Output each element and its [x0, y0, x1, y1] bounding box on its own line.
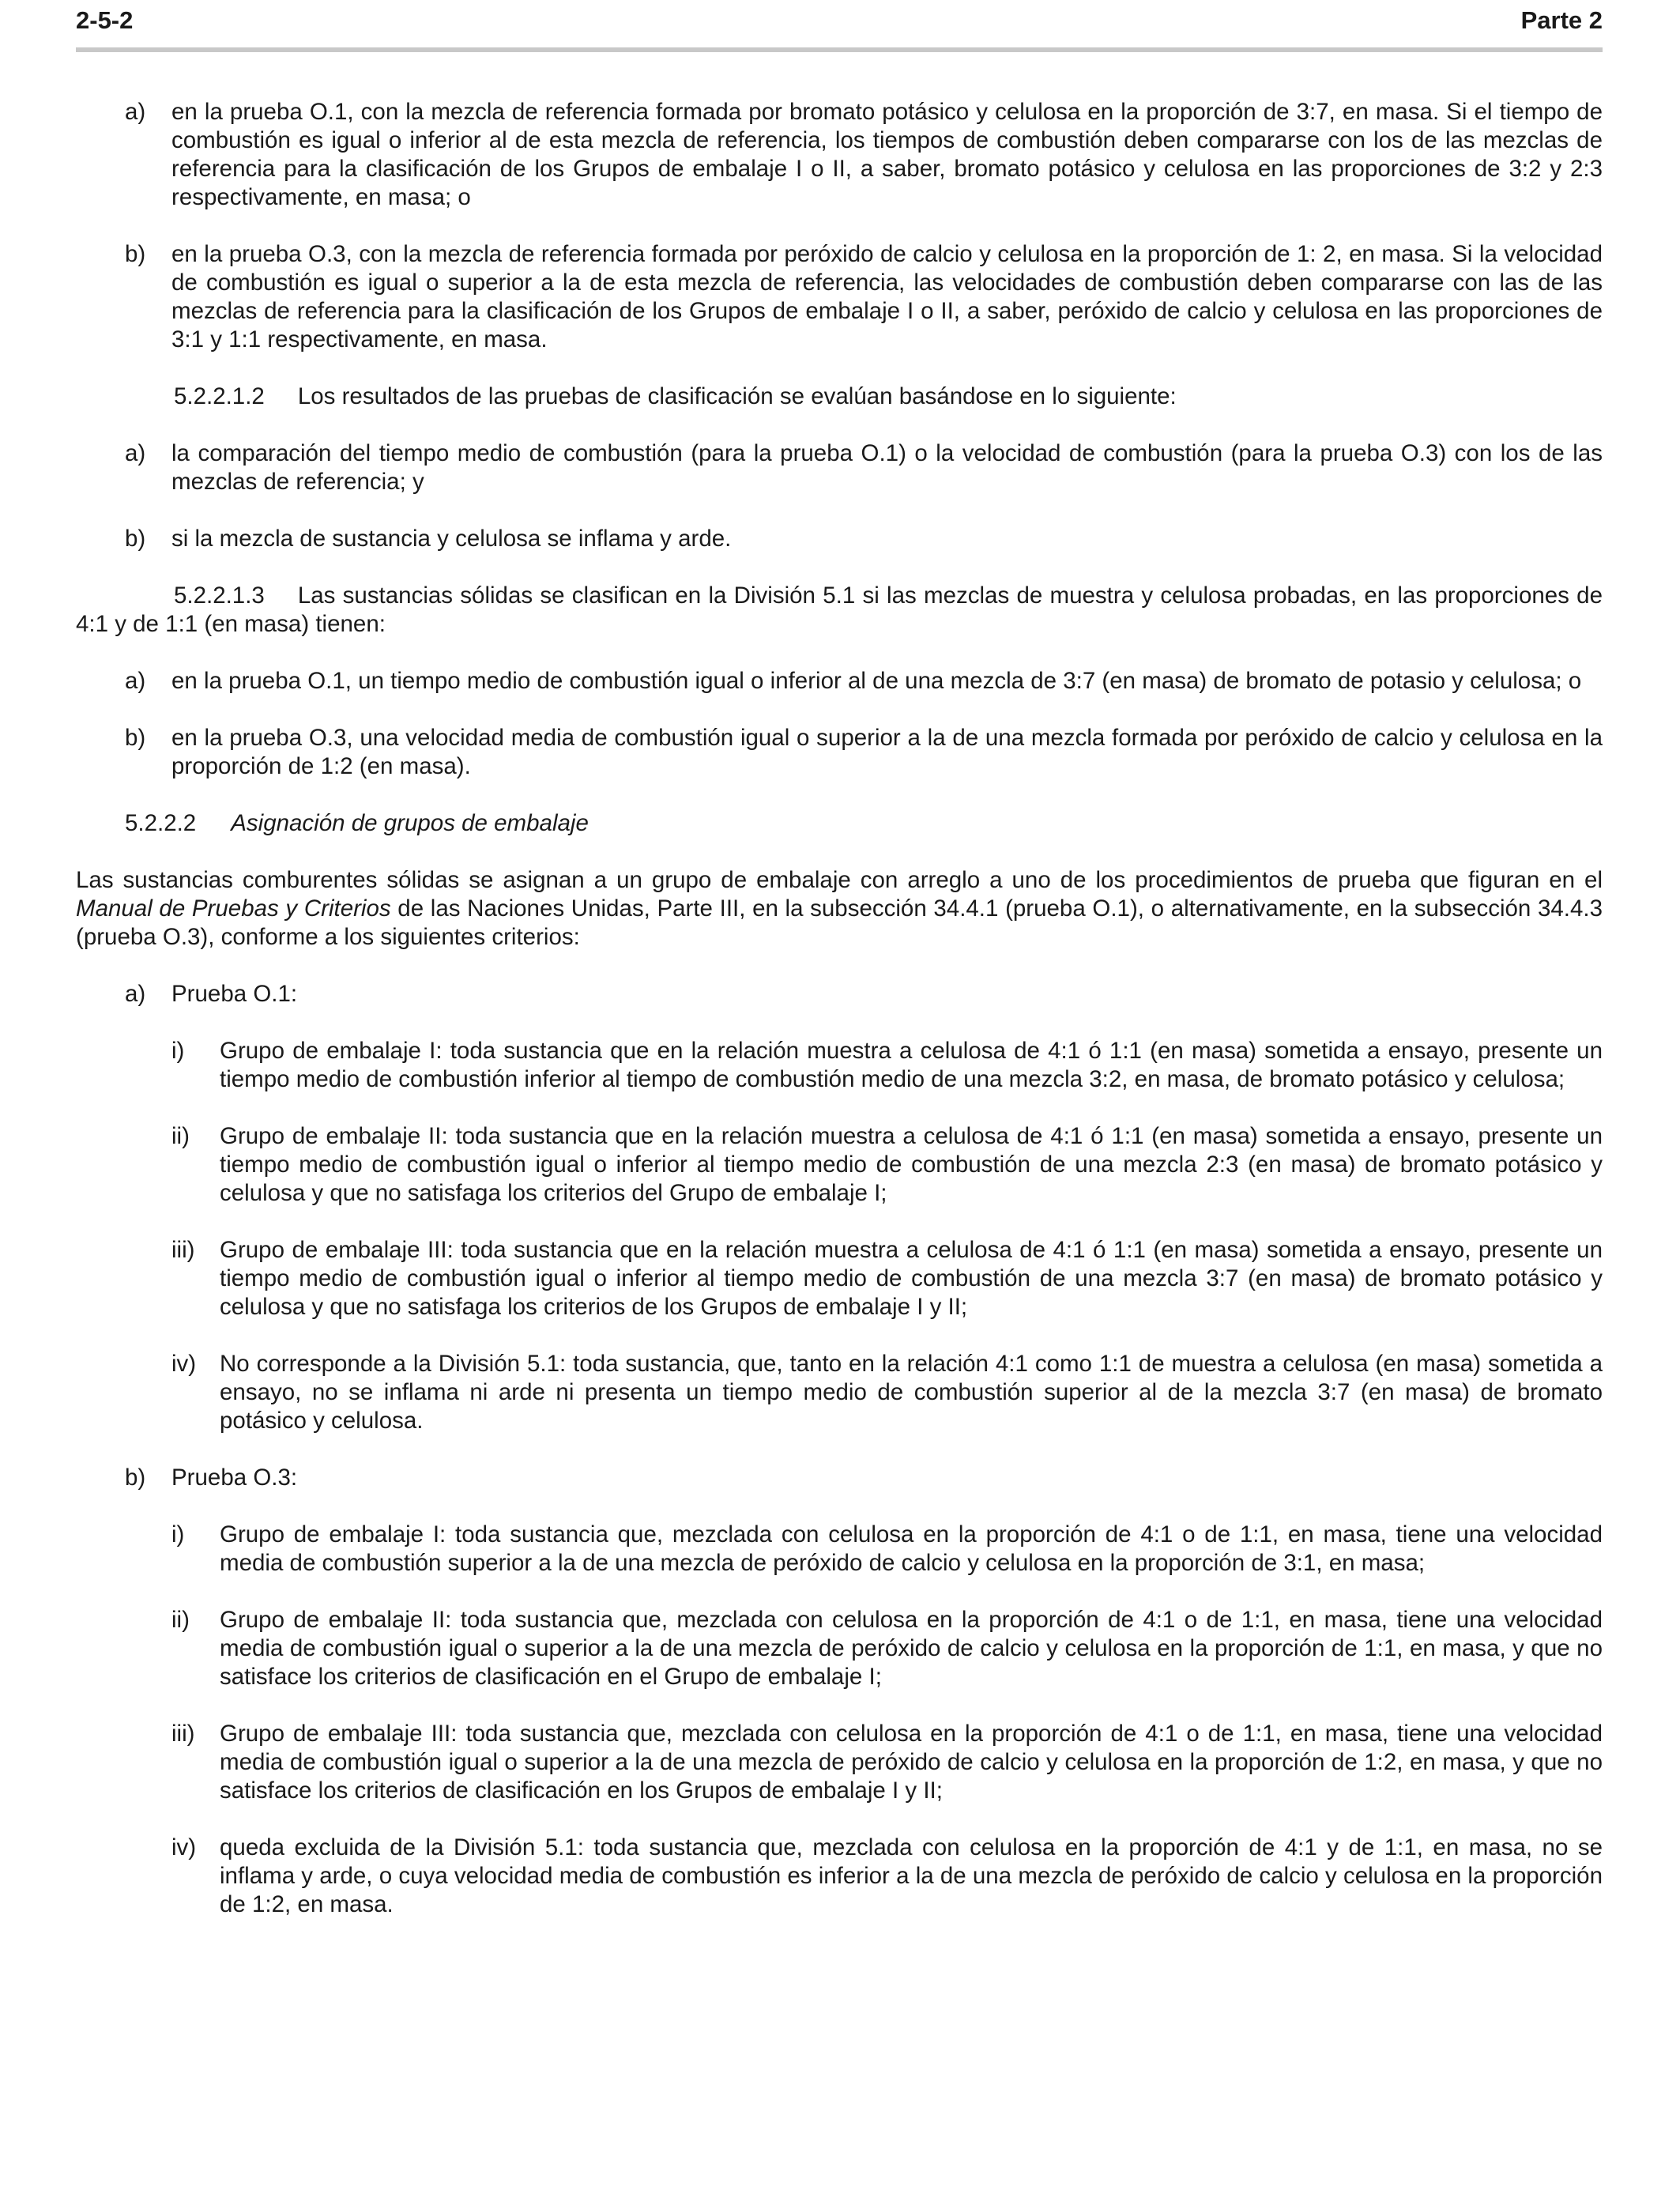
sub-item-text: Grupo de embalaje I: toda sustancia que en la relación muestra a celulosa de 4:1 ó 1:1 (en masa) sometida a ensayo, presente un tiempo medio de combustión inferior al tiempo de combustión medio de una mezcla 3:2, en masa, de bromato potásico y celulosa; — [220, 1038, 1603, 1092]
section-title: Asignación de grupos de embalaje — [231, 810, 589, 836]
sub-item — [76, 1350, 1603, 1435]
test-title: Prueba O.3: — [171, 1465, 298, 1491]
item-text: en la prueba O.1, un tiempo medio de combustión igual o inferior al de una mezcla de 3:7 (en masa) de bromato de potasio y celulosa; o — [171, 668, 1582, 694]
sub-item-label: ii) — [171, 1607, 190, 1633]
sub-item-label: iv) — [171, 1834, 197, 1860]
sub-item — [76, 1834, 1603, 1919]
section-number: 5.2.2.1.3 — [174, 582, 265, 609]
sub-item-label: i) — [171, 1038, 185, 1064]
item-text: en la prueba O.1, con la mezcla de referencia formada por bromato potásico y celulosa en la proporción de 3:7, en masa. Si el tiempo de combustión es igual o inferior al de esta mezcla de referencia, los tiempos de combustión deben compararse con los de las mezclas de referencia para la clasificación de los Grupos de embalaje I o II, a saber, bromato potásico y celulosa en las proporciones de 3:2 y 2:3 respectivamente, en masa; o — [171, 99, 1603, 210]
manual-title: Manual de Pruebas y Criterios — [76, 895, 391, 922]
sub-item — [76, 1606, 1603, 1691]
item-label: a) — [125, 981, 146, 1007]
page-header — [76, 6, 1603, 52]
item-text: en la prueba O.3, una velocidad media de combustión igual o superior a la de una mezcla formada por peróxido de calcio y celulosa en la proporción de 1:2 (en masa). — [171, 725, 1603, 779]
sub-item-label: iv) — [171, 1351, 197, 1377]
item-text: si la mezcla de sustancia y celulosa se inflama y arde. — [171, 526, 732, 552]
list-item — [76, 667, 1603, 696]
sub-item-label: iii) — [171, 1237, 195, 1263]
intro-text-1: Las sustancias comburentes sólidas se asignan a un grupo de embalaje con arreglo a uno de los procedimientos de prueba que figuran en el — [76, 867, 1603, 893]
sub-item-text: Grupo de embalaje III: toda sustancia que en la relación muestra a celulosa de 4:1 ó 1:1 (en masa) sometida a ensayo, presente un tiempo medio de combustión igual o inferior al tiempo medio de combustión de una mezcla 3:7 (en masa) de bromato potásico y celulosa y que no satisfaga los criterios de los Grupos de embalaje I y II; — [220, 1237, 1603, 1320]
item-label: b) — [125, 725, 146, 751]
list-item — [76, 439, 1603, 496]
item-label: b) — [125, 1465, 146, 1491]
section-text: Las sustancias sólidas se clasifican en la División 5.1 si las mezclas de muestra y celulosa probadas, en las proporciones de 4:1 y de 1:1 (en masa) tienen: — [76, 582, 1603, 637]
intro-paragraph — [76, 866, 1603, 952]
item-label: b) — [125, 526, 146, 552]
test-o3-heading — [76, 1464, 1603, 1492]
list-item — [76, 724, 1603, 781]
item-text: en la prueba O.3, con la mezcla de referencia formada por peróxido de calcio y celulosa en la proporción de 1: 2, en masa. Si la velocidad de combustión es igual o superior a la de esta mezcla de referencia, las velocidades de combustión deben compararse con las de las mezclas de referencia para la clasificación de los Grupos de embalaje I o II, a saber, peróxido de calcio y celulosa en las proporciones de 3:1 y 1:1 respectivamente, en masa. — [171, 241, 1603, 352]
test-title: Prueba O.1: — [171, 981, 298, 1007]
item-label: b) — [125, 241, 146, 267]
sub-item — [76, 1236, 1603, 1321]
sub-item-text: Grupo de embalaje II: toda sustancia que en la relación muestra a celulosa de 4:1 ó 1:1 (en masa) sometida a ensayo, presente un tiempo medio de combustión igual o inferior al tiempo medio de combustión de una mezcla 2:3 (en masa) de bromato potásico y celulosa y que no satisfaga los criterios del Grupo de embalaje I; — [220, 1123, 1603, 1206]
section-5-2-2-1-3 — [76, 582, 1603, 639]
sub-item — [76, 1720, 1603, 1805]
item-text: la comparación del tiempo medio de combustión (para la prueba O.1) o la velocidad de combustión (para la prueba O.3) con los de las mezclas de referencia; y — [171, 440, 1603, 495]
section-number: 5.2.2.2 — [125, 810, 197, 836]
item-label: a) — [125, 668, 146, 694]
sub-item-text: queda excluida de la División 5.1: toda sustancia que, mezclada con celulosa en la proporción de 4:1 y de 1:1, en masa, no se inflama y arde, o cuya velocidad media de combustión es inferior a la de una mezcla de peróxido de calcio y celulosa en la proporción de 1:2, en masa. — [220, 1834, 1603, 1917]
list-item — [76, 98, 1603, 212]
sub-item — [76, 1037, 1603, 1094]
sub-item-label: ii) — [171, 1123, 190, 1149]
list-item — [76, 525, 1603, 553]
section-5-2-2-1-2 — [76, 383, 1603, 411]
section-number: 5.2.2.1.2 — [174, 383, 265, 409]
section-5-2-2-2-heading — [76, 809, 1603, 838]
test-o1-heading — [76, 980, 1603, 1008]
sub-item-label: i) — [171, 1521, 185, 1547]
sub-item-text: No corresponde a la División 5.1: toda sustancia, que, tanto en la relación 4:1 como 1:1 de muestra a celulosa (en masa) sometida a ensayo, no se inflama ni arde ni presenta un tiempo medio de combustión superior al de la mezcla 3:7 (en masa) de bromato potásico y celulosa. — [220, 1351, 1603, 1434]
sub-item-text: Grupo de embalaje II: toda sustancia que, mezclada con celulosa en la proporción de 4:1 o de 1:1, en masa, tiene una velocidad media de combustión igual o superior a la de una mezcla de peróxido de calcio y celulosa en la proporción de 1:1, en masa, y que no satisface los criterios de clasificación en el Grupo de embalaje I; — [220, 1607, 1603, 1690]
sub-item — [76, 1122, 1603, 1208]
page-number: 2-5-2 — [76, 6, 134, 34]
sub-item-label: iii) — [171, 1721, 195, 1747]
item-label: a) — [125, 440, 146, 466]
list-item — [76, 240, 1603, 354]
item-label: a) — [125, 99, 146, 125]
part-title: Parte 2 — [1520, 6, 1603, 34]
sub-item — [76, 1521, 1603, 1578]
sub-item-text: Grupo de embalaje III: toda sustancia que, mezclada con celulosa en la proporción de 4:1 o de 1:1, en masa, tiene una velocidad media de combustión igual o superior a la de una mezcla de peróxido de calcio y celulosa en la proporción de 1:2, en masa, y que no satisface los criterios de clasificación en los Grupos de embalaje I y II; — [220, 1721, 1603, 1804]
intro-text-2: de las Naciones Unidas, Parte III, en la subsección 34.4.1 (prueba O.1), o alternativamente, en la subsección 34.4.3 (prueba O.3), conforme a los siguientes criterios: — [76, 895, 1603, 950]
section-text: Los resultados de las pruebas de clasificación se evalúan basándose en lo siguiente: — [297, 383, 1177, 409]
sub-item-text: Grupo de embalaje I: toda sustancia que, mezclada con celulosa en la proporción de 4:1 o de 1:1, en masa, tiene una velocidad media de combustión superior a la de una mezcla de peróxido de calcio y celulosa en la proporción de 3:1, en masa; — [220, 1521, 1603, 1576]
document-body — [76, 98, 1603, 1947]
